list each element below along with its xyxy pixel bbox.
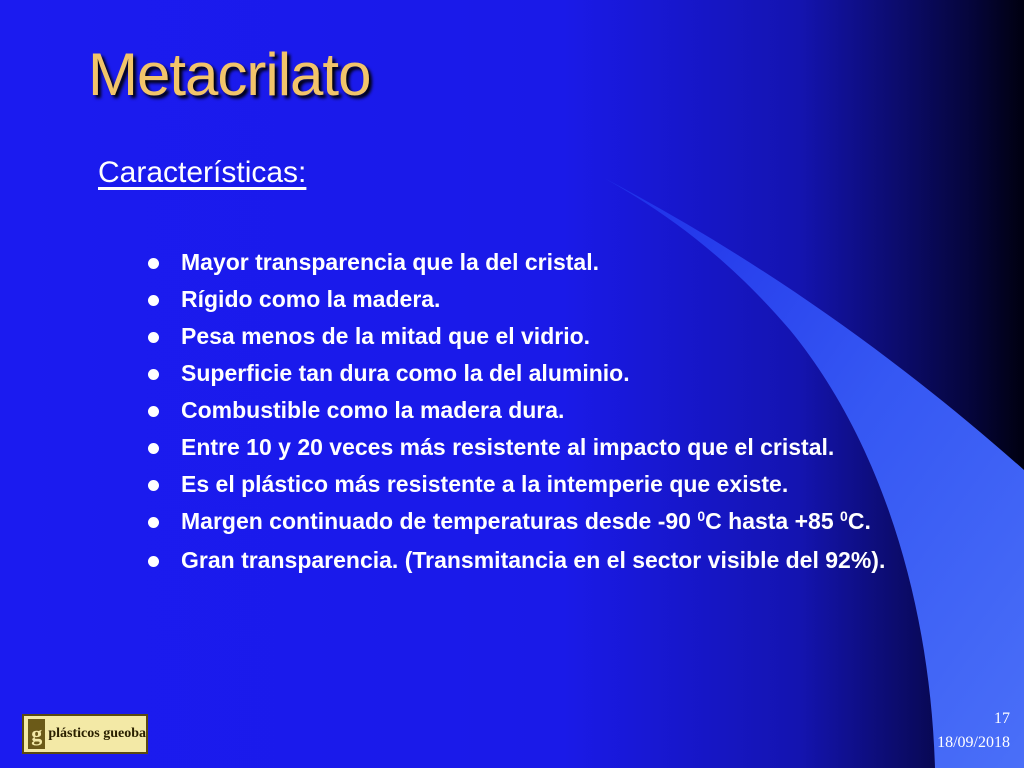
slide-date: 18/09/2018 <box>937 734 1010 751</box>
list-item <box>148 285 1008 313</box>
degree-superscript: 0 <box>840 508 848 524</box>
bullet-icon <box>148 443 159 454</box>
temperature-text-2: C hasta +85 <box>705 508 841 534</box>
list-item <box>148 322 1008 350</box>
list-item-text: Es el plástico más resistente a la intemperie que existe. <box>181 471 789 497</box>
list-item-text: Gran transparencia. (Transmitancia en el sector visible del 92%). <box>181 547 886 573</box>
list-item-text: Superficie tan dura como la del aluminio. <box>181 360 630 386</box>
bullet-icon <box>148 258 159 269</box>
slide-subtitle: Características: <box>98 156 307 189</box>
list-item <box>148 359 1008 387</box>
list-item <box>148 433 1008 461</box>
page-number: 17 <box>994 710 1010 727</box>
list-item-text: Pesa menos de la mitad que el vidrio. <box>181 323 591 349</box>
list-item-text: Combustible como la madera dura. <box>181 397 565 423</box>
list-item-text: Entre 10 y 20 veces más resistente al impacto que el cristal. <box>181 434 835 460</box>
list-item-temperature <box>148 507 1008 535</box>
temperature-text-1: Margen continuado de temperaturas desde -90 <box>181 508 698 534</box>
bullet-icon <box>148 406 159 417</box>
list-item <box>148 470 1008 498</box>
list-item-text: Mayor transparencia que la del cristal. <box>181 249 599 275</box>
slide-title: Metacrilato <box>88 41 371 108</box>
temperature-text-3: C. <box>847 508 871 534</box>
company-logo <box>22 714 148 754</box>
list-item <box>148 396 1008 424</box>
list-item <box>148 248 1008 276</box>
bullet-icon <box>148 295 159 306</box>
bullet-icon <box>148 517 159 528</box>
list-item-text: Rígido como la madera. <box>181 286 441 312</box>
logo-letter: g <box>28 719 45 749</box>
bullet-icon <box>148 332 159 343</box>
characteristics-list <box>148 248 1008 587</box>
list-item <box>148 542 1008 578</box>
bullet-icon <box>148 369 159 380</box>
logo-text: plásticos gueoba <box>48 726 146 741</box>
degree-superscript: 0 <box>697 508 706 524</box>
bullet-icon <box>148 480 159 491</box>
bullet-icon <box>148 556 159 567</box>
